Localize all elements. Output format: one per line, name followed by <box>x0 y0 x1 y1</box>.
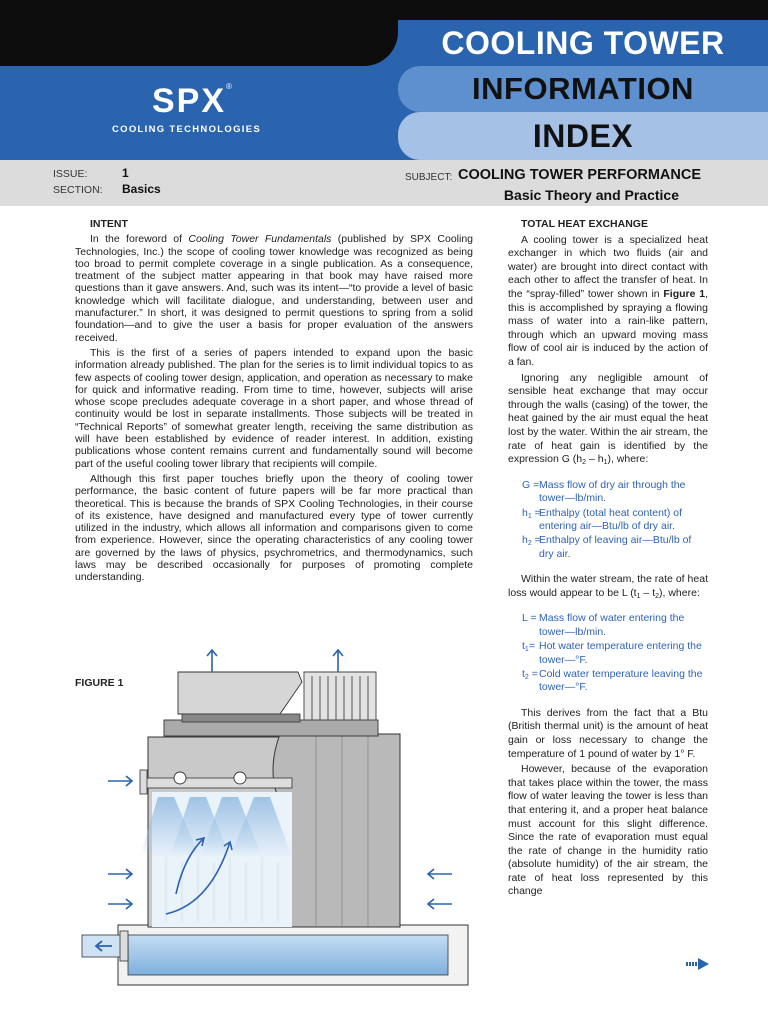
fan-stack <box>178 672 302 714</box>
text-run: ), where: <box>607 453 649 466</box>
subscript: 1 <box>603 459 608 467</box>
text-run: ), where: <box>659 586 700 599</box>
water-definitions <box>508 612 708 694</box>
outlet-flange <box>120 931 128 961</box>
subject-title: COOLING TOWER PERFORMANCE <box>458 167 702 183</box>
equals: = <box>531 534 541 547</box>
text-run: In the foreword of <box>90 233 189 246</box>
fan-cylinder <box>304 672 376 720</box>
definition-symbol <box>508 506 541 534</box>
equals: = <box>531 506 541 519</box>
subscript: 1 <box>524 646 529 654</box>
definition-text: Mass flow of water entering the tower—lb/min. <box>539 612 685 638</box>
subscript: 2 <box>527 540 532 548</box>
subject-label: SUBJECT: <box>405 172 453 183</box>
fan-drive <box>182 714 300 722</box>
subscript: 2 <box>582 459 587 467</box>
subscript: 2 <box>655 592 660 600</box>
side-casing <box>273 734 400 927</box>
brand-mark: ® <box>226 82 234 91</box>
info-bar <box>0 160 768 206</box>
definition-item <box>508 612 708 639</box>
brand-name: SPX <box>152 82 227 120</box>
spray-header <box>142 778 292 788</box>
header-dark-panel <box>0 0 398 66</box>
fan-deck <box>164 720 378 736</box>
equals: = <box>528 667 538 680</box>
definition-text: Cold water temperature leaving the tower—°F. <box>539 667 703 694</box>
definition-symbol: G = <box>522 478 540 491</box>
text-run: – h <box>586 453 604 466</box>
intent-section <box>75 218 473 587</box>
equals: = <box>528 640 535 653</box>
symbol-letter: t <box>522 667 525 680</box>
definition-text: Enthalpy of leaving air—Btu/lb of dry air. <box>539 534 692 560</box>
definition-item <box>508 534 708 561</box>
definition-item <box>508 640 708 667</box>
inlet-flange <box>140 770 147 794</box>
subject-subtitle: Basic Theory and Practice <box>503 187 679 203</box>
definition-symbol <box>508 668 536 695</box>
title-line-1: COOLING TOWER <box>441 24 725 61</box>
spx-logo <box>152 82 234 121</box>
symbol-letter: h <box>522 506 528 519</box>
figure-label: FIGURE 1 <box>75 677 124 689</box>
definition-item <box>508 507 708 534</box>
cold-water-basin <box>128 935 448 975</box>
book-title: Cooling Tower Fundamentals <box>188 233 332 246</box>
subscript: 1 <box>527 512 532 520</box>
definition-symbol: L = <box>522 612 537 625</box>
title-band-1 <box>398 20 768 66</box>
air-definitions <box>508 479 708 561</box>
heat-paragraph-5: However, because of the evaporation that takes place within the tower, the mass flow of water leaving the tower is less than that entering it, and a proper heat balance must account for this slight difference. Since the rate of evaporation must equal the rate of change in the humidity ratio (absolute humidity) of the air stream, the rate of heat loss represented by this change <box>508 763 708 898</box>
continued-arrow-icon[interactable] <box>686 957 710 971</box>
figure-reference: Figure 1 <box>663 287 706 300</box>
page-header <box>0 0 768 160</box>
definition-item <box>508 668 708 695</box>
subscript: 2 <box>524 673 529 681</box>
cooling-tower-diagram <box>80 642 480 992</box>
section-value: Basics <box>122 182 161 196</box>
title-line-2: INFORMATION <box>472 71 694 106</box>
issue-value: 1 <box>122 166 129 180</box>
definition-symbol <box>508 534 541 561</box>
issue-label: ISSUE: <box>53 168 88 180</box>
heat-exchange-heading: TOTAL HEAT EXCHANGE <box>521 218 648 230</box>
heat-paragraph-2 <box>508 372 708 470</box>
heat-paragraph-1 <box>508 234 708 370</box>
subscript: 1 <box>636 592 641 600</box>
intent-paragraph-1 <box>75 233 473 344</box>
brand-subtitle: COOLING TECHNOLOGIES <box>112 124 261 135</box>
heat-paragraph-3 <box>508 573 708 603</box>
text-run: A cooling tower is a specialized heat exchanger in which two fluids (air and water) are brought into direct contact with each other to affect the transfer of heat. In the “spray-filled” tower shown in <box>508 233 708 300</box>
title-band-2 <box>398 66 768 112</box>
definition-text: Mass flow of dry air through the tower—lb/min. <box>539 478 686 505</box>
definition-text: Enthalpy (total heat content) of entering air—Btu/lb of dry air. <box>539 506 683 532</box>
section-label: SECTION: <box>53 184 103 196</box>
symbol-letter: t <box>522 640 525 653</box>
definition-symbol <box>508 640 536 667</box>
title-line-3: INDEX <box>532 117 634 154</box>
text-run: (published by SPX Cooling Technologies, Inc.) the scope of cooling tower knowledge was recognized as being too broad to permit complete coverage in a single publication. As a consequence, treatment of the subject matter appearing in that book may have raised more questions than it gave answers. And, such was its intent—“to provide a level of basic knowledge which will facilitate dialogue, and understanding, between user and manufacturer.” In short, it was designed to permit questions to spring from a solid foundation—and to give the user a basis for proper evaluation of the answers received. <box>75 233 474 344</box>
title-band-3 <box>398 112 768 160</box>
heat-exchange-section <box>508 218 708 901</box>
intent-paragraph-3: Although this first paper touches briefly upon the theory of cooling tower performance, the basic content of future papers will be far more practical than theoretical. This is because the brands of SPX Cooling Technologies, in their course of its existence, have designed and manufactured every type of tower currently utilized in the industry, which allows all information and comparisons given to come from experience. However, since the operating characteristics of any cooling tower are governed by the laws of physics, psychrometrics, and thermodynamics, such laws may be described occasionally for purposes of promoting complete understanding. <box>75 472 473 584</box>
definition-item <box>508 479 708 506</box>
symbol-letter: h <box>522 534 528 547</box>
text-run: Within the water stream, the rate of heat loss would appear to be L (t <box>508 573 708 599</box>
text-run: – t <box>640 586 656 599</box>
intent-heading: INTENT <box>90 218 128 230</box>
intent-paragraph-2: This is the first of a series of papers intended to expand upon the basic information already published. The plan for the series is to limit individual topics to as few aspects of cooling tower design, application, and operation as necessary to make for quick and informative reading. From time to time, however, subjects will arise whose scope precludes adequate coverage in a short paper, and whose thread of continuity would be lost in separate installments. Those subjects will be treated in “Technical Reports” of somewhat greater length, receiving the same distribution as will have been established by evidence of reader interest. In addition, existing publications whose content remains current and fundamentally sound will become part of the useful cooling tower library that recipients will compile. <box>75 346 473 470</box>
definition-text: Hot water temperature entering the tower—°F. <box>539 640 702 666</box>
heat-paragraph-4: This derives from the fact that a Btu (British thermal unit) is the amount of heat gain or loss necessary to change the temperature of 1 pound of water by 1° F. <box>508 706 708 760</box>
text-run: Ignoring any negligible amount of sensible heat exchange that may occur through the walls (casing) of the tower, the heat gained by the air must equal the heat lost by the water. Within the air stream, the rate of heat gain is identified by the expression G (h <box>508 371 708 466</box>
text-run: , this is accomplished by spraying a flowing mass of water into a rain-like pattern, through which an upward moving mass flow of cool air is induced by the action of a fan. <box>508 287 708 368</box>
